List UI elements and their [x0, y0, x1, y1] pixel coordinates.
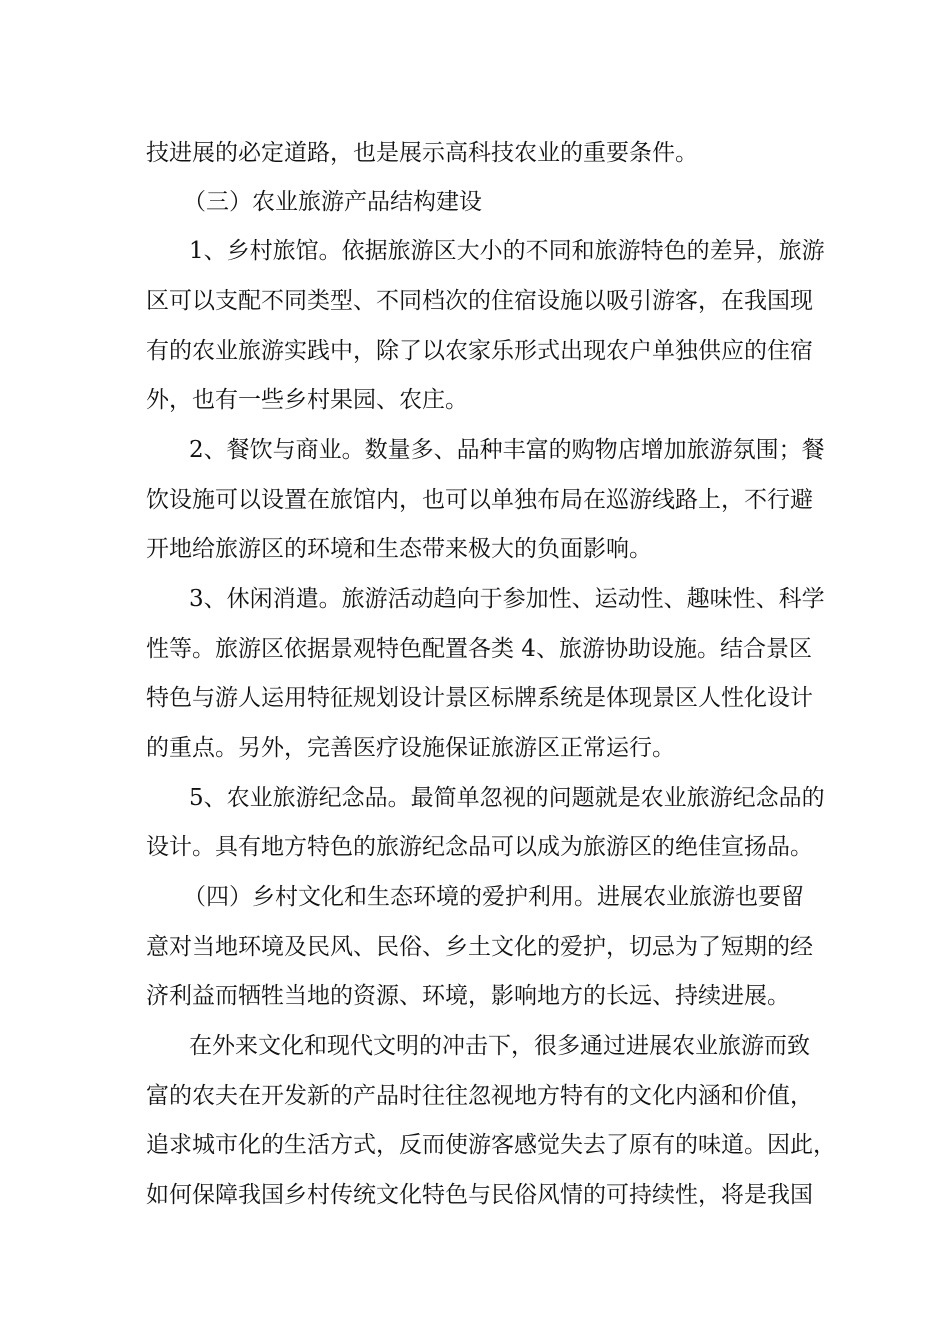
text-line: 2、餐饮与商业。数量多、品种丰富的购物店增加旅游氛围；餐 — [189, 437, 825, 463]
text-line: 有的农业旅游实践中，除了以农家乐形式出现农户单独供应的住宿 — [146, 338, 813, 364]
text-line: 追求城市化的生活方式，反而使游客感觉失去了原有的味道。因此， — [146, 1132, 836, 1158]
text-line: 区可以支配不同类型、不同档次的住宿设施以吸引游客，在我国现 — [146, 288, 813, 314]
section-heading: （三）农业旅游产品结构建设 — [183, 189, 482, 215]
text-line: 如何保障我国乡村传统文化特色与民俗风情的可持续性，将是我国 — [146, 1182, 813, 1208]
text-line: 特色与游人运用特征规划设计景区标牌系统是体现景区人性化设计 — [146, 685, 813, 711]
text-line: 意对当地环境及民风、民俗、乡土文化的爱护，切忌为了短期的经 — [146, 934, 813, 960]
text-line: 饮设施可以设置在旅馆内，也可以单独布局在巡游线路上，不行避 — [146, 487, 813, 513]
text-line: 济利益而牺牲当地的资源、环境，影响地方的长远、持续进展。 — [146, 983, 790, 1009]
section-heading: （四）乡村文化和生态环境的爱护利用。进展农业旅游也要留 — [183, 884, 804, 910]
text-line: 在外来文化和现代文明的冲击下，很多通过进展农业旅游而致 — [189, 1033, 810, 1059]
text-line: 设计。具有地方特色的旅游纪念品可以成为旅游区的绝佳宣扬品。 — [146, 834, 813, 860]
text-line: 性等。旅游区依据景观特色配置各类 4、旅游协助设施。结合景区 — [146, 636, 812, 662]
text-line: 1、乡村旅馆。依据旅游区大小的不同和旅游特色的差异，旅游 — [189, 238, 825, 264]
text-line: 开地给旅游区的环境和生态带来极大的负面影响。 — [146, 536, 652, 562]
text-line: 5、农业旅游纪念品。最简单忽视的问题就是农业旅游纪念品的 — [189, 785, 825, 811]
text-line: 的重点。另外，完善医疗设施保证旅游区正常运行。 — [146, 735, 675, 761]
text-line: 3、休闲消遣。旅游活动趋向于参加性、运动性、趣味性、科学 — [189, 586, 825, 612]
text-line: 富的农夫在开发新的产品时往往忽视地方特有的文化内涵和价值， — [146, 1083, 813, 1109]
text-line: 外，也有一些乡村果园、农庄。 — [146, 387, 468, 413]
text-line: 技进展的必定道路，也是展示高科技农业的重要条件。 — [146, 140, 698, 166]
